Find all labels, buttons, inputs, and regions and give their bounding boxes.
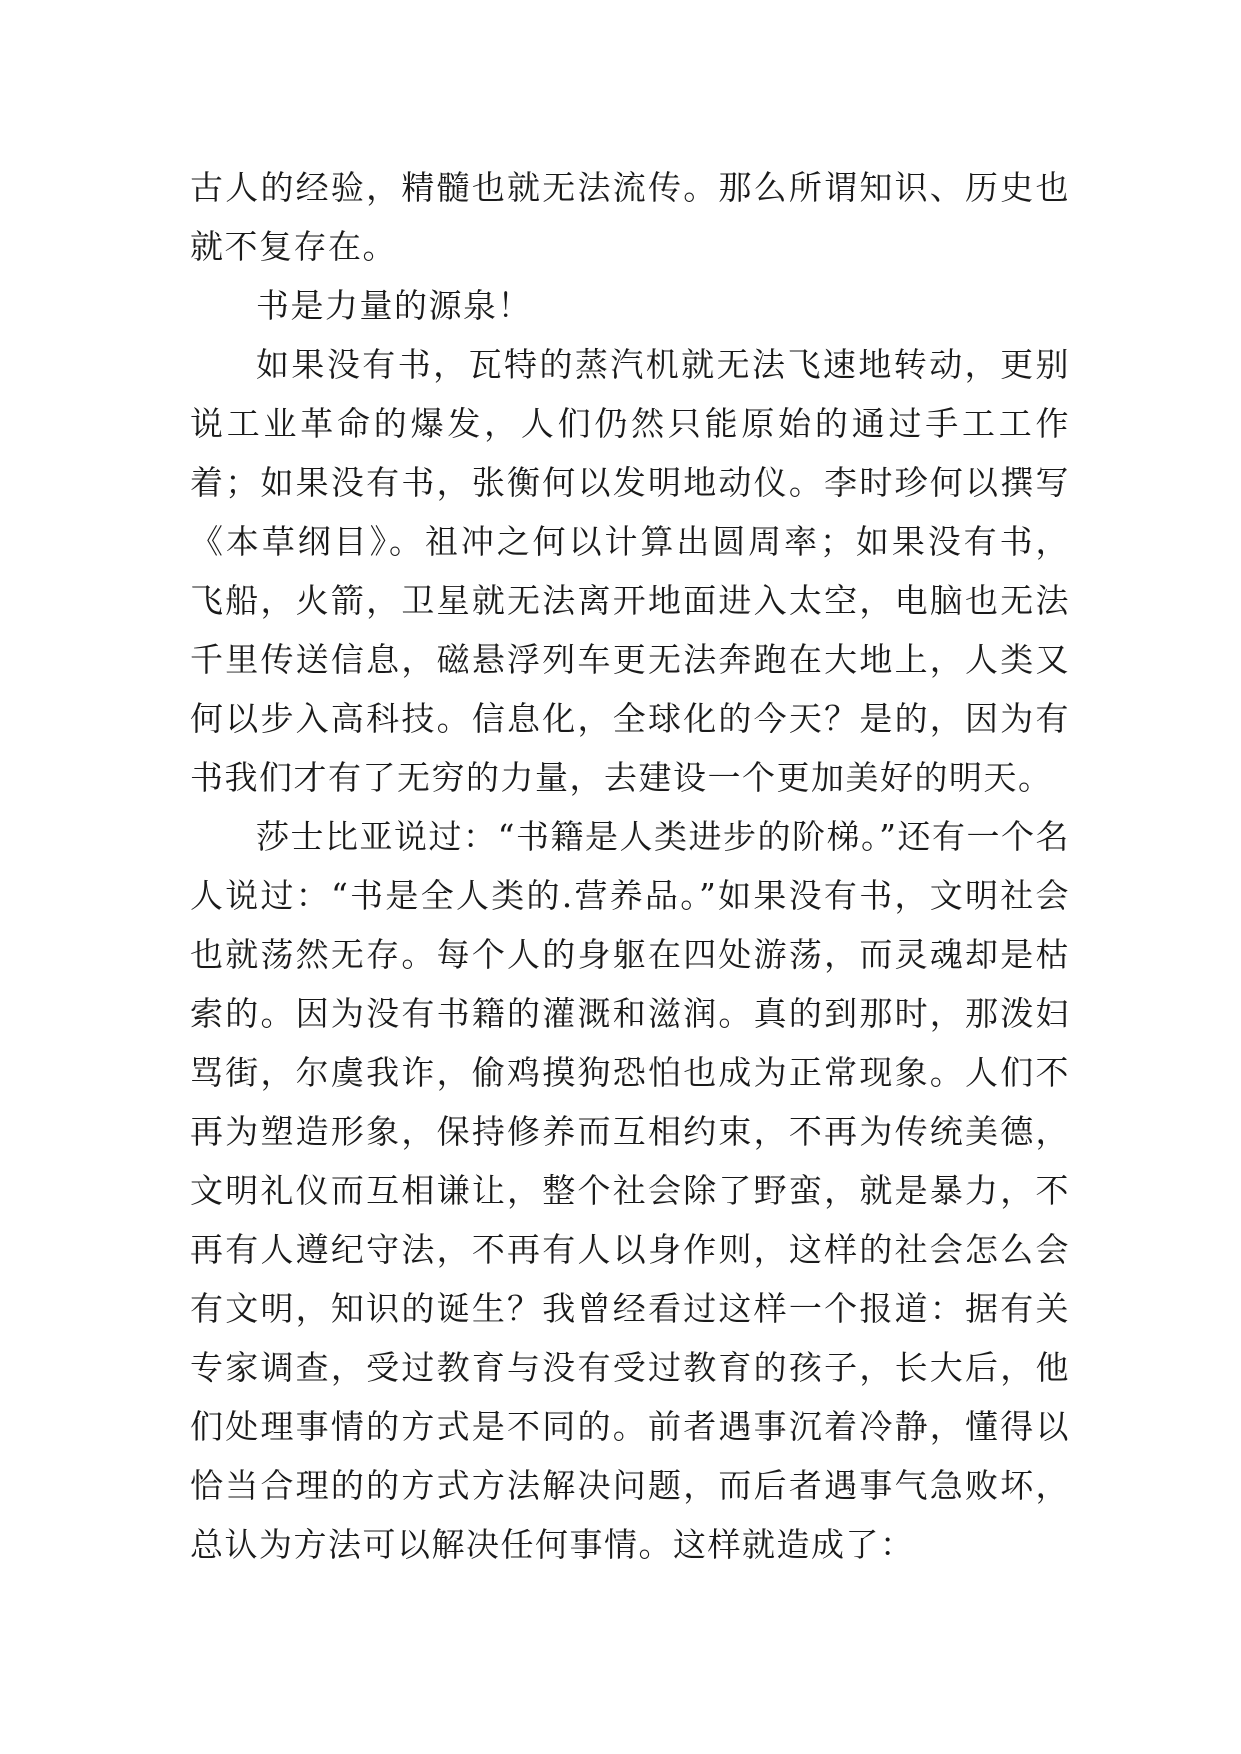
body-text <box>190 158 1070 1574</box>
paragraph-continuation: 古人的经验，精髓也就无法流传。那么所谓知识、历史也就不复存在。 <box>190 168 1070 266</box>
paragraph-shakespeare: 莎士比亚说过：“书籍是人类进步的阶梯。”还有一个名人说过：“书是全人类的.营养品。”如果没有书，文明社会也就荡然无存。每个人的身躯在四处游荡，而灵魂却是枯索的。因为没有书籍的灌溉和滋润。真的到那时，那泼妇骂街，尔虞我诈，偷鸡摸狗恐怕也成为正常现象。人们不再为塑造形象，保持修养而互相约束，不再为传统美德，文明礼仪而互相谦让，整个社会除了野蛮，就是暴力，不再有人遵纪守法，不再有人以身作则，这样的社会怎么会有文明，知识的诞生？我曾经看过这样一个报道：据有关专家调查，受过教育与没有受过教育的孩子，长大后，他们处理事情的方式是不同的。前者遇事沉着冷静，懂得以恰当合理的的方式方法解决问题，而后者遇事气急败坏，总认为方法可以解决任何事情。这样就造成了： <box>190 817 1070 1564</box>
paragraph-heading-line: 书是力量的源泉！ <box>256 286 532 325</box>
paragraph-without-books: 如果没有书，瓦特的蒸汽机就无法飞速地转动，更别说工业革命的爆发，人们仍然只能原始的通过手工工作着；如果没有书，张衡何以发明地动仪。李时珍何以撰写《本草纲目》。祖冲之何以计算出圆周率；如果没有书，飞船，火箭，卫星就无法离开地面进入太空，电脑也无法千里传送信息，磁悬浮列车更无法奔跑在大地上，人类又何以步入高科技。信息化，全球化的今天？是的，因为有书我们才有了无穷的力量，去建设一个更加美好的明天。 <box>190 345 1070 797</box>
